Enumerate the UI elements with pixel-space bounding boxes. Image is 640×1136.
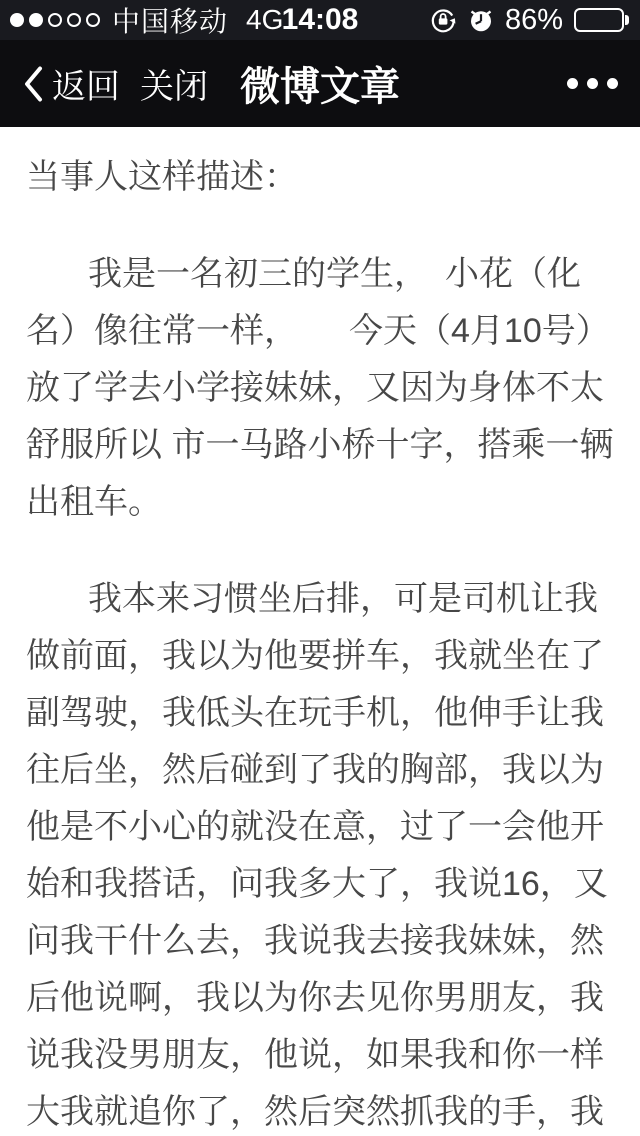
chevron-left-icon	[22, 65, 44, 103]
ellipsis-dot	[607, 78, 618, 89]
network-type-label: 4G	[246, 4, 284, 35]
article-line: 他是不小心的就没在意，过了一会他开	[26, 808, 604, 846]
back-button-label: 返回	[52, 68, 120, 106]
article-line: 问我干什么去，我说我去接我妹妹，然	[26, 922, 604, 960]
more-menu-button[interactable]	[567, 68, 618, 99]
article-line: 往后坐，然后碰到了我的胸部，我以为	[26, 751, 604, 789]
status-bar	[0, 0, 640, 40]
status-clock: 14:08	[281, 3, 359, 36]
battery-percent-label: 86%	[504, 3, 563, 36]
signal-strength-icon	[10, 13, 100, 27]
ellipsis-dot	[567, 78, 578, 89]
article-paragraph	[26, 149, 614, 206]
article-line: 说我没男朋友，他说，如果我和你一样	[26, 1036, 604, 1074]
ellipsis-dot	[587, 78, 598, 89]
article-line: 名）像往常一样， 今天（4月10号）	[26, 312, 610, 350]
signal-dot-filled	[10, 13, 24, 27]
article-line: 副驾驶，我低头在玩手机，他伸手让我	[26, 694, 604, 732]
carrier-label: 中国移动	[112, 6, 229, 37]
signal-dot-empty	[86, 13, 100, 27]
article-line: 当事人这样描述：	[26, 158, 298, 196]
article-line: 始和我搭话，问我多大了，我说16，又	[26, 865, 608, 903]
article-line: 做前面，我以为他要拼车，我就坐在了	[26, 637, 604, 675]
article-line: 大我就追你了，然后突然抓我的手，我	[26, 1093, 604, 1131]
article-line: 我是一名初三的学生， 小花（化	[88, 255, 581, 293]
article-line: 舒服所以 市一马路小桥十字，搭乘一辆	[26, 426, 614, 464]
battery-icon	[574, 8, 624, 32]
nav-bar	[0, 40, 640, 127]
signal-dot-filled	[29, 13, 43, 27]
page-title: 微博文章	[240, 65, 400, 109]
back-button[interactable]	[22, 59, 120, 108]
status-right-cluster	[429, 4, 630, 37]
battery-nub	[625, 15, 629, 25]
article-line: 放了学去小学接妹妹，又因为身体不太	[26, 369, 604, 407]
article-line: 我本来习惯坐后排，可是司机让我	[88, 580, 598, 618]
article-paragraph	[26, 571, 614, 1136]
alarm-clock-icon	[468, 7, 494, 33]
close-button[interactable]: 关闭	[140, 68, 208, 106]
article-content	[0, 127, 640, 1136]
signal-dot-empty	[48, 13, 62, 27]
article-line: 后他说啊，我以为你去见你男朋友，我	[26, 979, 604, 1017]
orientation-lock-icon	[429, 6, 457, 34]
article-paragraph	[26, 246, 614, 531]
article-line: 出租车。	[26, 483, 162, 521]
signal-dot-empty	[67, 13, 81, 27]
